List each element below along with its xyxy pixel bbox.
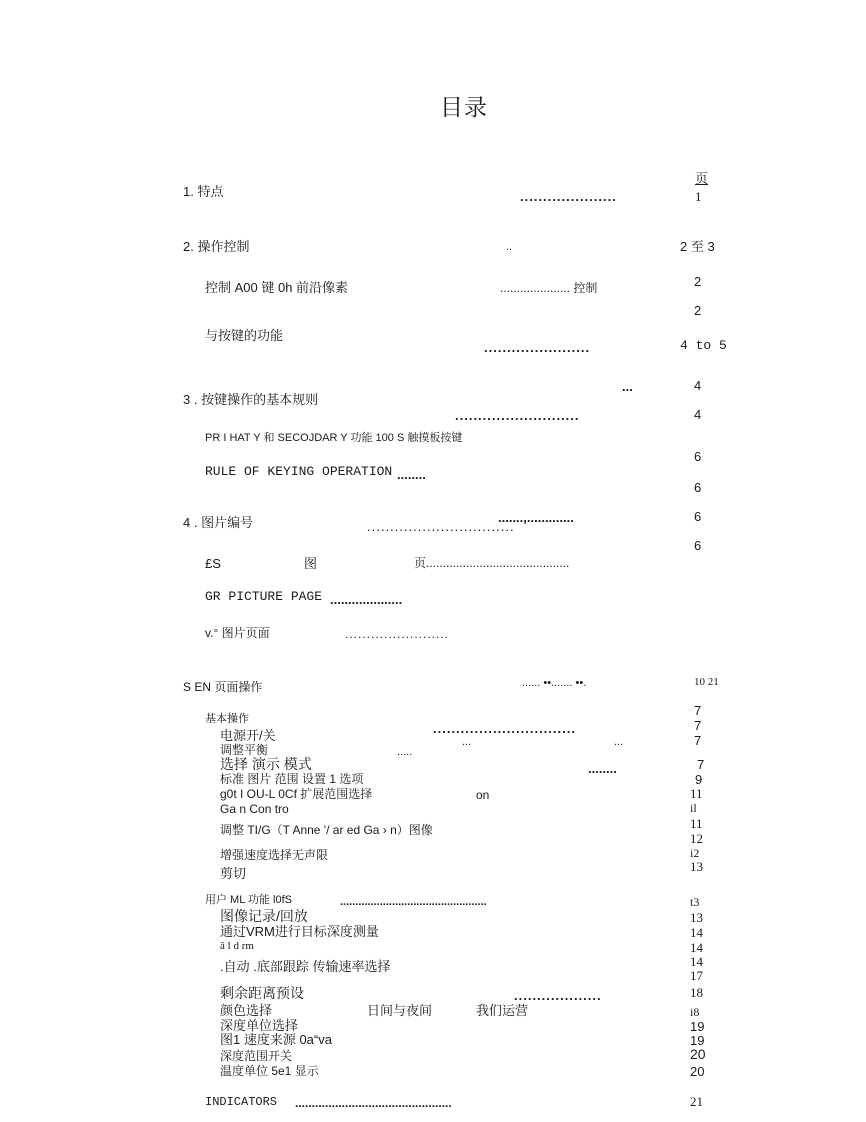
page-title: 目录 xyxy=(440,94,488,120)
toc-page-number: 14 xyxy=(690,940,703,955)
toc-entry-temp-unit[interactable]: 温度单位 5e1 显示 xyxy=(220,1064,319,1078)
toc-entry-alarm[interactable]: â l d rm xyxy=(220,940,254,952)
toc-entry-indicators[interactable]: INDICATORS xyxy=(205,1095,278,1109)
toc-entry-primary-secondary[interactable]: PR I HAT Y 和 SECOJDAR Y 功能 100 S 触摸板按键 xyxy=(205,432,463,444)
toc-leader: ..... xyxy=(397,746,413,758)
toc-entry-vrm-depth[interactable]: 通过VRM进行目标深度测量 xyxy=(220,924,379,939)
toc-entry-auto-bottom-track[interactable]: .自动 .底部跟踪 传输速率选择 xyxy=(220,959,391,974)
toc-page-number: 12 xyxy=(690,831,703,846)
toc-leader: .. xyxy=(506,241,513,253)
toc-page-number: 7 xyxy=(694,703,702,718)
toc-page-number: t3 xyxy=(690,895,700,909)
toc-page-number: 14 xyxy=(690,954,703,969)
toc-page-number: 13 xyxy=(690,859,703,874)
toc-page-number: 6 xyxy=(694,538,702,553)
toc-page-number: 11 xyxy=(690,786,703,801)
toc-entry-operation-controls[interactable]: 2. 操作控制 xyxy=(183,239,250,254)
toc-entry-picture-page[interactable]: v.° 图片页面 xyxy=(205,626,270,640)
toc-page-number: 20 xyxy=(690,1046,706,1062)
toc-page-number: 6 xyxy=(694,449,702,464)
toc-leader: ........ xyxy=(588,761,617,776)
toc-entry-depth-range[interactable]: 深度范围开关 xyxy=(220,1049,293,1063)
toc-entry-text: 图 xyxy=(304,556,318,571)
toc-page-number: 2 xyxy=(694,274,702,289)
toc-entry-gain-control[interactable]: Ga n Con tro xyxy=(220,802,289,816)
toc-entry-balance[interactable]: 调整平衡 xyxy=(220,743,269,757)
toc-entry-picture-numbers[interactable]: 4 . 图片编号 xyxy=(183,515,254,530)
toc-page-number: 1 xyxy=(695,189,702,204)
toc-entry-extended-range[interactable]: g0t I OU-L 0Cf 扩展范围选择 xyxy=(220,787,373,801)
toc-entry-speed-select[interactable]: 增强速度选择无声限 xyxy=(220,848,329,862)
toc-entry-tvg-adjust[interactable]: 调整 TI/G（T Anne '/ ar ed Ga › n）图像 xyxy=(220,823,433,837)
toc-page-number: il xyxy=(690,801,697,815)
toc-page-number: 10 21 xyxy=(694,676,719,688)
toc-entry-text: on xyxy=(476,788,490,802)
toc-page-number: 21 xyxy=(690,1094,703,1109)
toc-leader: ... xyxy=(462,736,472,748)
toc-page-number: 19 xyxy=(690,1019,705,1034)
toc-entry-depth-unit[interactable]: 深度单位选择 xyxy=(220,1018,299,1033)
toc-leader: ....................... xyxy=(484,340,591,355)
toc-leader: ............................................... xyxy=(295,1096,452,1110)
toc-page-number: 6 xyxy=(694,509,702,524)
toc-leader: ........ xyxy=(397,467,426,482)
toc-entry-image-record[interactable]: 图像记录/回放 xyxy=(220,908,308,924)
toc-page-number: 6 xyxy=(694,480,702,495)
toc-page-number: 4 xyxy=(694,407,702,422)
toc-entry-clip[interactable]: 剪切 xyxy=(220,866,247,881)
page-column-header: 页 xyxy=(695,171,709,186)
toc-leader: ..................... 控制 xyxy=(500,281,598,295)
toc-entry-features[interactable]: 1. 特点 xyxy=(183,184,224,199)
toc-entry-user-functions[interactable]: 用户 ML 功能 l0fS xyxy=(205,894,292,906)
toc-page-number: 7 xyxy=(694,733,702,748)
toc-page-number: 14 xyxy=(690,925,703,940)
toc-leader: ................................ xyxy=(367,519,515,534)
toc-leader: ... xyxy=(614,736,624,748)
toc-page-number: 17 xyxy=(690,968,703,983)
toc-entry-power[interactable]: 电源开/关 xyxy=(220,728,276,743)
toc-leader: .................... xyxy=(330,592,403,607)
toc-page-number: 7 xyxy=(697,757,705,772)
toc-entry-gr-picture-page[interactable]: GR PICTURE PAGE xyxy=(205,589,323,604)
toc-entry-key-functions[interactable]: 与按键的功能 xyxy=(205,328,284,343)
toc-page-number: 4 xyxy=(694,378,702,393)
toc-page-number: 9 xyxy=(695,772,703,787)
toc-page-number: 4 to 5 xyxy=(680,338,727,353)
toc-entry-keying-rules[interactable]: 3 . 按键操作的基本规则 xyxy=(183,392,319,407)
toc-entry-remaining-distance[interactable]: 剩余距离预设 xyxy=(220,985,304,1001)
toc-page-number: 7 xyxy=(694,718,702,733)
toc-entry-text: 我们运营 xyxy=(476,1003,529,1018)
toc-page-number: 20 xyxy=(690,1064,705,1079)
toc-leader: ... xyxy=(622,379,633,394)
toc-page-number: 2 xyxy=(694,303,702,318)
toc-page-number: i2 xyxy=(690,846,700,860)
toc-entry-speed-source[interactable]: 图1 速度来源 0a“va xyxy=(220,1032,332,1047)
toc-entry-page-leader: 页........................................... xyxy=(414,556,570,570)
toc-entry-rule-of-keying[interactable]: RULE OF KEYING OPERATION xyxy=(205,464,393,479)
toc-entry-screen-operation[interactable]: S EN 页面操作 xyxy=(183,680,263,694)
toc-page-number: 19 xyxy=(690,1033,705,1048)
toc-entry-basic-operation[interactable]: 基本操作 xyxy=(205,713,249,725)
toc-entry-text: 日间与夜间 xyxy=(367,1003,433,1018)
toc-page-number: 11 xyxy=(690,816,703,831)
toc-page-number: 18 xyxy=(690,985,703,1000)
toc-leader: ........................ xyxy=(345,627,450,641)
toc-entry-es[interactable]: £S xyxy=(205,556,221,571)
toc-leader: ................... xyxy=(514,988,602,1003)
toc-entry-control-keys[interactable]: 控制 A00 键 0h 前沿像素 xyxy=(205,280,349,295)
toc-entry-color-select[interactable]: 颜色选择 xyxy=(220,1003,273,1018)
toc-entry-demo-mode[interactable]: 选择 演示 模式 xyxy=(220,756,312,772)
toc-page-number: 13 xyxy=(690,910,703,925)
toc-leader: ..................... xyxy=(520,189,617,204)
toc-leader: ........................... xyxy=(455,408,580,423)
toc-entry-standard-range[interactable]: 标准 图片 范围 设置 1 选项 xyxy=(220,772,364,786)
toc-leader: .......,............. xyxy=(498,510,574,525)
toc-page-number: i8 xyxy=(690,1005,700,1019)
toc-leader: ...... ••....... ••. xyxy=(522,677,587,689)
toc-leader: ................................................ xyxy=(340,896,487,908)
toc-page-number: 2 至 3 xyxy=(680,239,715,254)
toc-leader: ............................... xyxy=(433,721,576,736)
